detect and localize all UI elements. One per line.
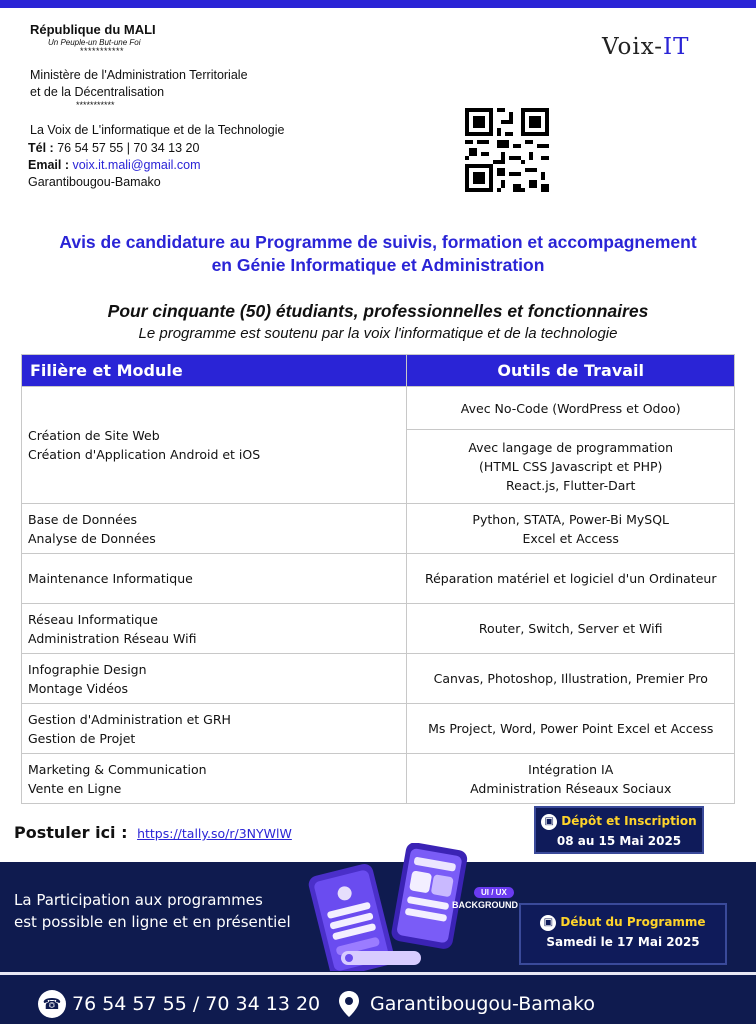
module-cell: Infographie Design Montage Vidéos <box>22 654 407 704</box>
voix-it-logo: Voix-IT <box>602 34 690 60</box>
address-line: Garantibougou-Bamako <box>28 175 161 189</box>
background-tag: BACKGROUND <box>452 900 518 910</box>
phone-icon: ☎ <box>38 990 66 1018</box>
program-table <box>21 354 735 804</box>
module-cell: Marketing & Communication Vente en Ligne <box>22 754 407 804</box>
module-cell: Réseau Informatique Administration Réseau Wifi <box>22 604 407 654</box>
ministry-line-1: Ministère de l'Administration Territoriale <box>30 68 248 82</box>
participation-text: La Participation aux programmes est possible en ligne et en présentiel <box>14 891 291 931</box>
tool-cell: Router, Switch, Server et Wifi <box>407 604 735 654</box>
page-title: Avis de candidature au Programme de suivis, formation et accompagnement en Génie Informatique et Administration <box>59 232 697 275</box>
separator-stars: *********** <box>80 46 125 56</box>
footer-address: Garantibougou-Bamako <box>338 990 595 1018</box>
footer-divider <box>0 972 756 975</box>
top-accent-bar <box>0 0 756 8</box>
footer-phone: ☎ 76 54 57 55 / 70 34 13 20 <box>38 990 320 1018</box>
letterhead <box>30 22 350 137</box>
qr-code[interactable] <box>465 108 549 192</box>
deposit-dates: 08 au 15 Mai 2025 <box>556 834 682 848</box>
module-cell: Gestion d'Administration et GRH Gestion de Projet <box>22 704 407 754</box>
email-line: Email : voix.it.mali@gmail.com <box>28 158 201 172</box>
ministry-name <box>30 67 350 101</box>
module-cell: Maintenance Informatique <box>22 554 407 604</box>
tel-value: 76 54 57 55 | 70 34 13 20 <box>57 141 200 155</box>
location-pin-icon <box>338 990 360 1018</box>
tel-line: Tél : 76 54 57 55 | 70 34 13 20 <box>28 141 200 155</box>
apply-link[interactable]: https://tally.so/r/3NYWlW <box>137 826 292 841</box>
table-row <box>22 754 735 804</box>
republic-title: République du MALI <box>30 22 156 37</box>
calendar-icon: ▣ <box>541 814 557 830</box>
republic-motto: Un Peuple-un But-une Foi <box>48 38 141 47</box>
program-start-date: Samedi le 17 Mai 2025 <box>546 935 700 949</box>
table-header-row <box>22 355 735 387</box>
tool-cell: Réparation matériel et logiciel d'un Ordinateur <box>407 554 735 604</box>
support-statement: Le programme est soutenu par la voix l'informatique et de la technologie <box>138 325 618 342</box>
organization-name: La Voix de L'informatique et de la Technologie <box>30 123 285 137</box>
contact-block <box>28 140 200 191</box>
table-row <box>22 604 735 654</box>
program-start-badge: ▣ Début du Programme Samedi le 17 Mai 2025 <box>519 903 727 965</box>
tool-cell: Avec langage de programmation (HTML CSS Javascript et PHP) React.js, Flutter-Dart <box>407 430 735 504</box>
calendar-icon: ▣ <box>540 915 556 931</box>
table-row <box>22 554 735 604</box>
tool-cell: Ms Project, Word, Power Point Excel et Access <box>407 704 735 754</box>
table-row <box>22 504 735 554</box>
tool-cell: Intégration IA Administration Réseaux Sociaux <box>407 754 735 804</box>
table-row <box>22 704 735 754</box>
module-cell: Base de Données Analyse de Données <box>22 504 407 554</box>
tool-cell: Python, STATA, Power-Bi MySQL Excel et Access <box>407 504 735 554</box>
module-cell: Création de Site Web Création d'Application Android et iOS <box>22 387 407 504</box>
target-audience: Pour cinquante (50) étudiants, professionnelles et fonctionnaires <box>107 301 649 321</box>
tool-cell: Canvas, Photoshop, Illustration, Premier Pro <box>407 654 735 704</box>
separator-stars-2: *********** <box>76 100 115 110</box>
header-tools: Outils de Travail <box>407 355 735 387</box>
tool-cell: Avec No-Code (WordPress et Odoo) <box>407 387 735 430</box>
table-row <box>22 387 735 430</box>
ui-ux-tag: UI / UX <box>474 887 514 898</box>
deposit-badge: ▣ Dépôt et Inscription 08 au 15 Mai 2025 <box>534 806 704 854</box>
table-row <box>22 654 735 704</box>
email-value[interactable]: voix.it.mali@gmail.com <box>72 158 201 172</box>
header-module: Filière et Module <box>22 355 407 387</box>
apply-section <box>14 823 292 842</box>
ministry-line-2: et de la Décentralisation <box>30 85 165 99</box>
apply-label: Postuler ici : <box>14 823 128 842</box>
